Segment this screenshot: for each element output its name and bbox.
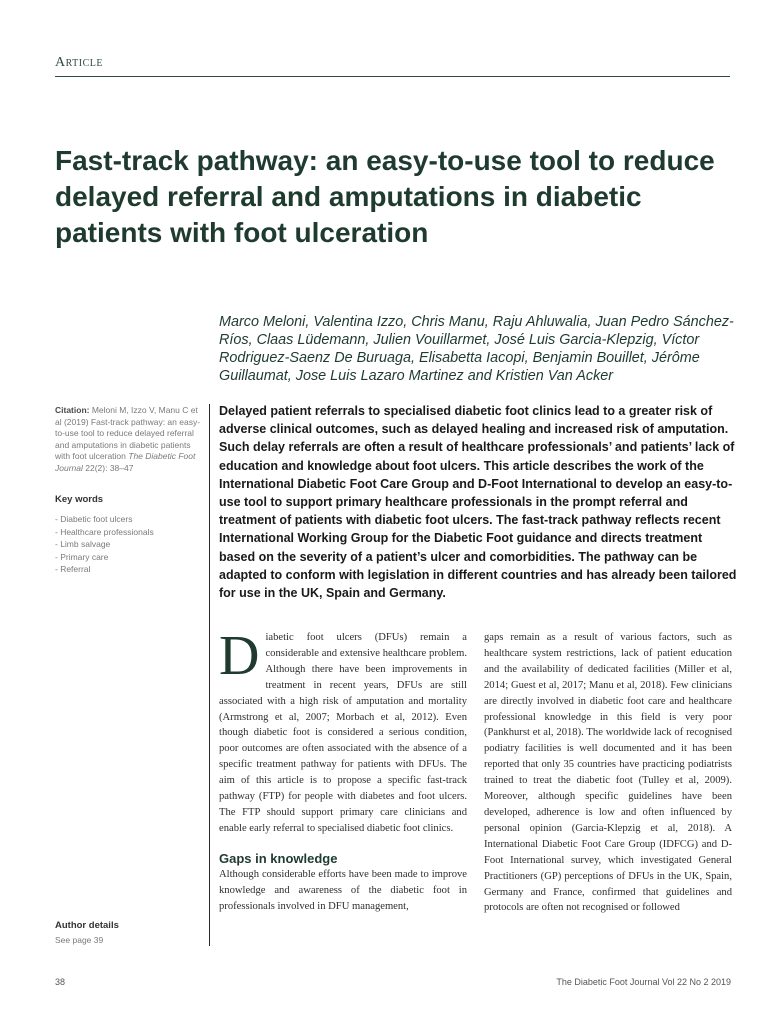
body-column-left [219, 625, 467, 915]
gaps-paragraph-start: Although considerable efforts have been made to improve knowledge and awareness of the diabetic foot in professionals involved in DFU management, [219, 868, 467, 912]
body-column-right [484, 630, 732, 916]
intro-paragraph [219, 625, 467, 837]
intro-text: iabetic foot ulcers (DFUs) remain a considerable and extensive healthcare problem. Although there have been improvements in treatment in recent years, DFUs are still associated with a high risk of amputation and mortality (Armstrong et al, 2007; Morbach et al, 2012). Even though diabetic foot is considered a serious condition, poor outcomes are often associated with the absence of a specific treatment pathway for patients with DFUs. The aim of this article is to propose a specific fast-track pathway (FTP) for people with diabetes and foot ulcers. The FTP should support primary care clinicians and enable early referral to specialised diabetic foot clinics. [219, 632, 467, 834]
abstract: Delayed patient referrals to specialised diabetic foot clinics lead to a greater risk of adverse clinical outcomes, such as delayed healing and increased risk of amputation. Such delay referrals are often a result of healthcare professionals’ and patients’ lack of education and knowledge about foot ulcers. This article describes the work of the International Diabetic Foot Care Group and D-Foot International to develop an easy-to-use tool to support primary healthcare professionals in the prompt referral and treatment of patients with diabetic foot ulcers. The fast-track pathway reflects recent International Working Group for the Diabetic Foot guidance and directs treatment based on the severity of a patient’s ulcer and comorbidities. The pathway can be adapted to conform with legislation in different countries and has already been tailored for use in the UK, Spain and Germany. [219, 404, 737, 601]
author-list: Marco Meloni, Valentina Izzo, Chris Manu, Raju Ahluwalia, Juan Pedro Sánchez-Ríos, Claas Lüdemann, Julien Vouillarmet, José Luis Garcia-Klepzig, Víctor Rodriguez-Saenz De Buruaga, Elisabetta Iacopi, Benjamin Bouillet, Jérôme Guillaumat, Jose Luis Lazaro Martinez and Kristien Van Acker [219, 314, 734, 384]
journal-footer: The Diabetic Foot Journal Vol 22 No 2 2019 [556, 977, 731, 987]
column-divider [209, 404, 210, 946]
keywords-list [55, 513, 203, 576]
citation-journal: The Diabetic Foot Journal [55, 451, 196, 473]
section-heading-gaps: Gaps in knowledge [219, 850, 338, 866]
section-label: Article [55, 55, 104, 70]
sidebar [55, 405, 203, 576]
drop-cap: D [219, 625, 260, 687]
keyword-item: - Healthcare professionals [55, 526, 154, 537]
page-number: 38 [55, 977, 66, 987]
citation-text: Meloni M, Izzo V, Manu C et al (2019) Fast-track pathway: an easy-to-use tool to reduce delayed referral and amputations in diabetic patients with foot ulceration [55, 405, 201, 462]
article-title: Fast-track pathway: an easy-to-use tool to reduce delayed referral and amputations in diabetic patients with foot ulceration [55, 145, 715, 248]
citation-label: Citation: [55, 405, 90, 415]
author-details-link: See page 39 [55, 935, 104, 945]
citation-ref: 22(2): 38–47 [85, 462, 134, 473]
author-details-heading: Author details [55, 920, 119, 931]
keyword-item: - Limb salvage [55, 539, 111, 550]
citation [55, 405, 203, 475]
header-rule [55, 76, 730, 77]
keywords-heading: Key words [55, 493, 104, 505]
gaps-paragraph-continued: gaps remain as a result of various factors, such as healthcare system restrictions, lack of patient education and the availability of dedicated facilities (Miller et al, 2014; Guest et al, 2017; Manu et al, 2018). Few clinicians are directly involved in diabetic foot care and healthcare professional knowledge in this field is very poor (Pankhurst et al, 2018). The worldwide lack of recognised podiatry facilities is well documented and it has been reported that only 35 countries have practicing podiatrists trained to treat the diabetic foot (Tulley et al, 2009). Moreover, although specific guidelines have been developed, adherence is low and often influenced by personal opinion (Garcia-Klepzig et al, 2018). A International Diabetic Foot Care Group (IDFCG) and D-Foot International survey, which investigated General Practitioners (GP) perceptions of DFUs in the UK, Spain, Germany and France, confirmed that guidelines and protocols are often not recognised or followed [484, 632, 732, 914]
keyword-item: - Diabetic foot ulcers [55, 514, 133, 525]
keyword-item: - Primary care [55, 551, 109, 562]
keyword-item: - Referral [55, 564, 91, 575]
author-details [55, 918, 203, 948]
